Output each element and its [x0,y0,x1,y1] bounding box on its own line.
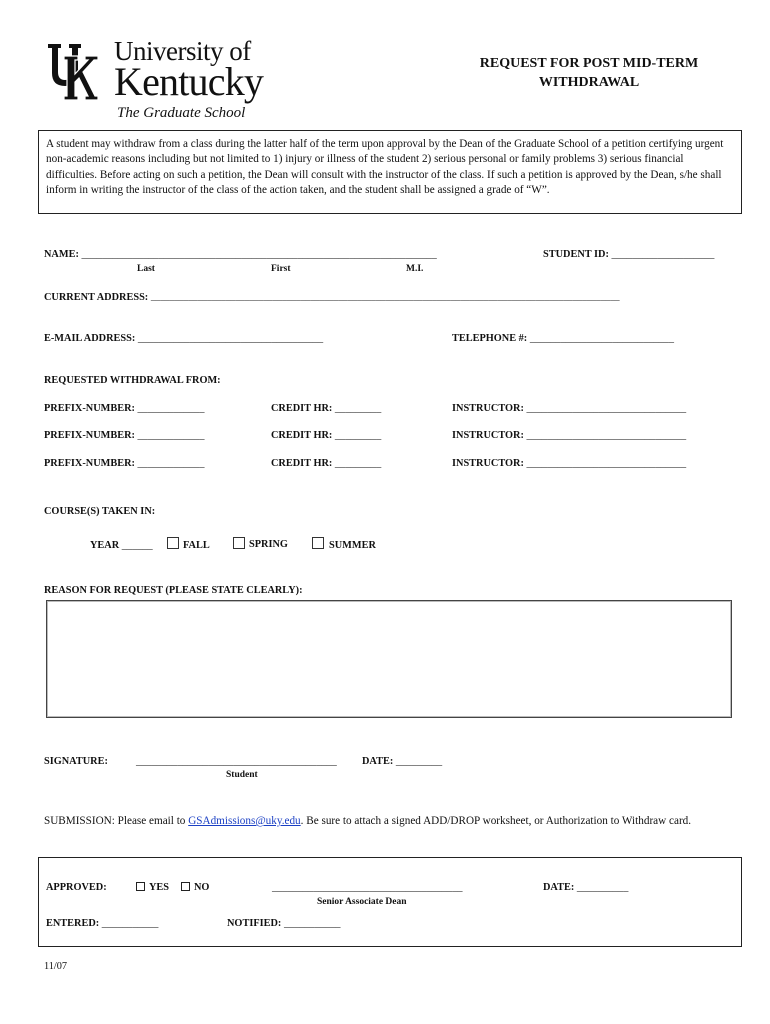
email-field[interactable] [44,332,323,345]
no-label: NO [194,882,210,893]
credit-hr-label: CREDIT HR: [271,458,335,469]
instructor-field-2[interactable] [452,429,686,442]
prefix-number-line[interactable]: _____________ [137,403,205,414]
telephone-line[interactable]: ____________________________ [529,333,674,344]
courses-heading: COURSE(S) TAKEN IN: [44,506,156,517]
form-title-line1: REQUEST FOR POST MID-TERM [479,56,699,71]
intro-paragraph: A student may withdraw from a class during the latter half of the term upon approval by the Dean of the Graduate School of a petition certifying urgent non-academic reasons including but not limited to 1) injury or illness of the student 2) serious personal or family problems 3) serious financial difficulties. Before acting on such a petition, the Dean will consult with the instructor of the class. If such a petition is approved by the Dean, s/he shall inform in writing the instructor of the class of the action taken, and the student shall be assigned a grade of “W”. [38,130,742,214]
instructor-line[interactable]: _______________________________ [526,458,687,469]
prefix-number-field-2[interactable] [44,429,204,442]
year-label: YEAR [90,540,122,551]
year-field[interactable] [90,539,153,552]
approved-label: APPROVED: [46,882,107,893]
spring-label: SPRING [249,539,288,550]
submission-prefix: SUBMISSION: Please email to [44,815,189,827]
prefix-number-line[interactable]: _____________ [137,458,205,469]
prefix-number-label: PREFIX-NUMBER: [44,430,138,441]
reason-heading: REASON FOR REQUEST (PLEASE STATE CLEARLY): [44,585,303,596]
signature-label: SIGNATURE: [44,756,108,767]
instructor-label: INSTRUCTOR: [452,403,527,414]
withdrawal-heading: REQUESTED WITHDRAWAL FROM: [44,375,221,386]
address-label: CURRENT ADDRESS: [44,292,151,303]
telephone-field[interactable] [452,332,674,345]
signature-date-label: DATE: [362,756,396,767]
approved-yes-option[interactable] [136,881,169,894]
dean-signature-line[interactable]: _____________________________________ [272,882,463,893]
telephone-label: TELEPHONE #: [452,333,530,344]
summer-checkbox[interactable] [312,537,324,549]
instructor-field-1[interactable] [452,402,686,415]
no-checkbox[interactable] [181,882,190,891]
submission-suffix: . Be sure to attach a signed ADD/DROP worksheet, or Authorization to Withdraw card. [300,815,692,827]
name-label: NAME: [44,249,82,260]
name-field[interactable] [44,248,437,261]
student-id-field[interactable] [543,248,714,261]
yes-checkbox[interactable] [136,882,145,891]
prefix-number-field-3[interactable] [44,457,204,470]
logo-graduate-school: The Graduate School [117,105,246,121]
credit-hr-label: CREDIT HR: [271,430,335,441]
submission-email-link[interactable]: GSAdmissions@uky.edu [188,815,301,827]
logo-kentucky: Kentucky [114,59,264,104]
dean-label: Senior Associate Dean [317,897,407,907]
prefix-number-field-1[interactable] [44,402,204,415]
yes-label: YES [149,882,170,893]
name-first-label: First [271,264,291,274]
credit-hr-line[interactable]: _________ [334,403,382,414]
name-mi-label: M.I. [406,264,424,274]
instructor-label: INSTRUCTOR: [452,430,527,441]
address-line[interactable]: ____________________________________________________________________________________________________ [150,293,620,303]
credit-hr-line[interactable]: _________ [334,430,382,441]
approved-no-option[interactable] [181,881,209,894]
logo-university-of: University of [114,36,251,66]
approval-date-label: DATE: [543,882,577,893]
student-id-label: STUDENT ID: [543,249,612,260]
approval-date-field[interactable] [543,881,628,894]
submission-text [44,813,724,829]
signature-student-label: Student [226,770,258,780]
credit-hr-field-2[interactable] [271,429,381,442]
name-line[interactable]: _____________________________________________________________________ [81,249,437,260]
instructor-line[interactable]: _______________________________ [526,403,687,414]
spring-checkbox[interactable] [233,537,245,549]
prefix-number-line[interactable]: _____________ [137,430,205,441]
fall-label: FALL [183,540,210,551]
student-id-line[interactable]: ____________________ [611,249,715,260]
email-label: E-MAIL ADDRESS: [44,333,138,344]
credit-hr-field-1[interactable] [271,402,381,415]
summer-label: SUMMER [329,540,376,551]
entered-label: ENTERED: [46,918,102,929]
instructor-label: INSTRUCTOR: [452,458,527,469]
address-field[interactable] [44,291,620,305]
name-last-label: Last [137,264,155,274]
instructor-field-3[interactable] [452,457,686,470]
entered-field[interactable] [46,917,158,930]
credit-hr-field-3[interactable] [271,457,381,470]
reason-textarea[interactable] [46,600,732,718]
email-line[interactable]: ____________________________________ [137,333,324,344]
form-version: 11/07 [44,961,68,972]
year-line[interactable]: ______ [121,540,153,551]
notified-field[interactable] [227,917,341,930]
fall-checkbox[interactable] [167,537,179,549]
signature-date-field[interactable] [362,755,442,768]
notified-line[interactable]: ___________ [283,918,341,929]
uk-logo-icon [48,44,98,100]
credit-hr-line[interactable]: _________ [334,458,382,469]
credit-hr-label: CREDIT HR: [271,403,335,414]
form-title [440,54,738,92]
prefix-number-label: PREFIX-NUMBER: [44,458,138,469]
signature-date-line[interactable]: _________ [395,756,443,767]
form-title-line2: WITHDRAWAL [538,75,640,90]
instructor-line[interactable]: _______________________________ [526,430,687,441]
signature-line[interactable]: _______________________________________ [136,756,337,767]
notified-label: NOTIFIED: [227,918,284,929]
approval-date-line[interactable]: __________ [576,882,629,893]
prefix-number-label: PREFIX-NUMBER: [44,403,138,414]
entered-line[interactable]: ___________ [101,918,159,929]
